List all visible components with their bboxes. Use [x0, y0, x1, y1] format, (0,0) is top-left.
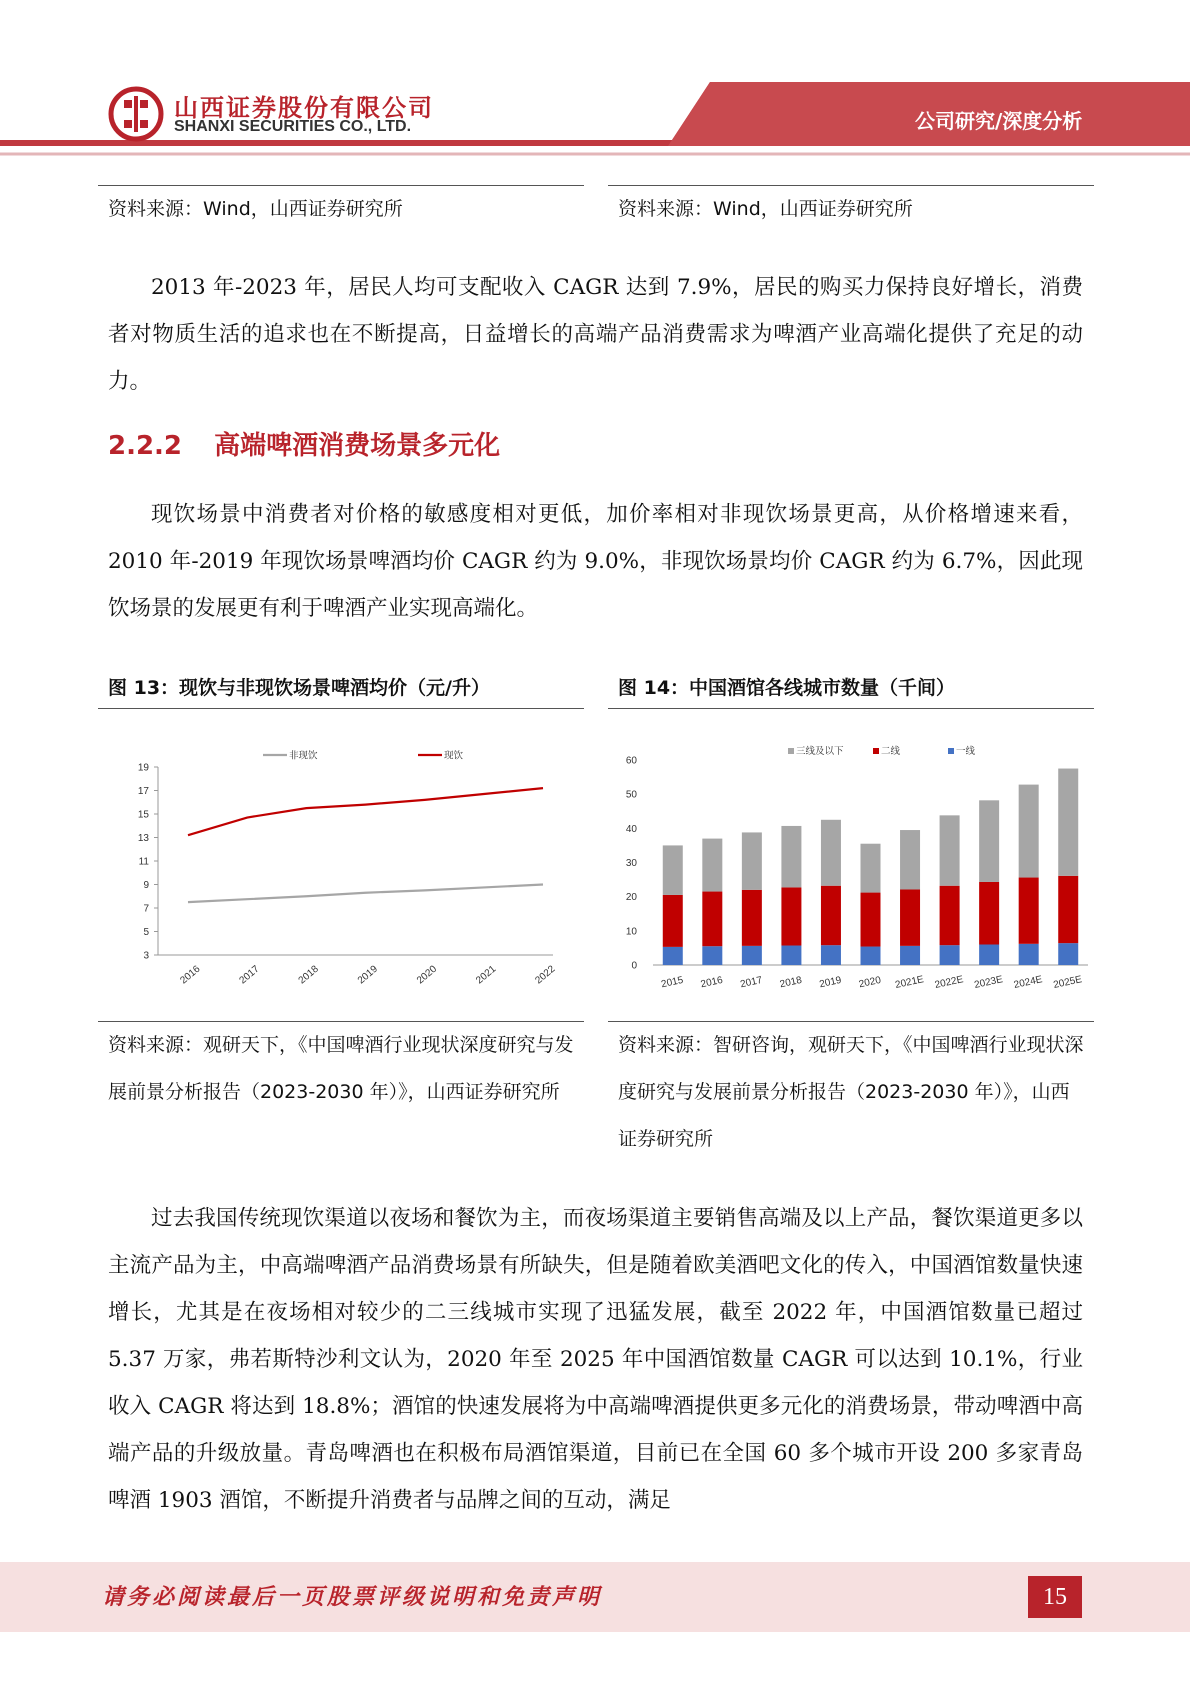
bar-segment-二线	[900, 889, 920, 945]
y-tick-label: 9	[143, 880, 149, 891]
header-banner	[0, 0, 1190, 165]
figure-13-source: 资料来源：观研天下，《中国啤酒行业现状深度研究与发展前景分析报告（2023-2030 年）》，山西证券研究所	[108, 1034, 574, 1103]
bar-segment-二线	[781, 887, 801, 945]
divider	[608, 708, 1094, 709]
bar-segment-二线	[1019, 878, 1039, 944]
legend-swatch	[873, 748, 879, 754]
x-tick-label: 2019	[818, 974, 843, 991]
bar-segment-一线	[821, 945, 841, 965]
bar-segment-二线	[663, 895, 683, 947]
bar-segment-三线及以下	[821, 820, 841, 886]
x-tick-label: 2018	[296, 963, 321, 987]
x-tick-label: 2022	[533, 963, 558, 987]
body-paragraph-2: 现饮场景中消费者对价格的敏感度相对更低，加价率相对非现饮场景更高，从价格增速来看，2010 年-2019 年现饮场景啤酒均价 CAGR 约为 9.0%，非现饮场景均价 CAGR 约为 6.7%，因此现饮场景的发展更有利于啤酒产业实现高端化。	[108, 502, 1083, 621]
x-tick-label: 2021	[474, 963, 499, 987]
bar-segment-三线及以下	[663, 845, 683, 895]
page-header	[0, 0, 1190, 165]
x-tick-label: 2017	[237, 963, 262, 987]
y-tick-label: 60	[625, 755, 637, 767]
bar-segment-三线及以下	[861, 844, 881, 893]
bar-segment-三线及以下	[702, 839, 722, 892]
x-tick-label: 2016	[178, 963, 203, 987]
y-tick-label: 13	[137, 833, 149, 844]
legend-swatch	[788, 748, 794, 754]
bar-segment-二线	[861, 893, 881, 947]
x-tick-label: 2022E	[933, 974, 965, 991]
bar-segment-二线	[1058, 876, 1078, 943]
y-tick-label: 15	[137, 809, 149, 821]
legend-label: 三线及以下	[796, 746, 844, 757]
bar-segment-一线	[940, 945, 960, 965]
figure-13-title: 图 13：现饮与非现饮场景啤酒均价（元/升）	[108, 677, 490, 699]
x-tick-label: 2020	[857, 974, 883, 991]
legend-label: 一线	[956, 746, 976, 757]
legend-swatch	[948, 748, 954, 754]
figure-14-title: 图 14：中国酒馆各线城市数量（千间）	[618, 677, 956, 699]
x-tick-label: 2016	[699, 974, 724, 991]
x-tick-label: 2017	[739, 974, 764, 991]
y-tick-label: 17	[137, 786, 149, 797]
body-paragraph-1: 2013 年-2023 年，居民人均可支配收入 CAGR 达到 7.9%，居民的购买力保持良好增长，消费者对物质生活的追求也在不断提高，日益增长的高端产品消费需求为啤酒产业高端化提供了充足的动力。	[108, 275, 1083, 394]
bar-segment-一线	[1019, 944, 1039, 965]
bar-segment-三线及以下	[940, 815, 960, 885]
bar-segment-一线	[900, 946, 920, 965]
y-tick-label: 0	[631, 960, 637, 972]
bar-segment-二线	[979, 882, 999, 945]
bar-segment-二线	[702, 892, 722, 947]
bar-segment-三线及以下	[742, 832, 762, 889]
report-type: 公司研究/深度分析	[915, 109, 1083, 133]
bar-segment-一线	[781, 946, 801, 965]
divider	[98, 708, 584, 709]
figure-14-source: 资料来源：智研咨询，观研天下，《中国啤酒行业现状深度研究与发展前景分析报告（2023-2030 年）》，山西证券研究所	[618, 1034, 1084, 1150]
bar-segment-二线	[821, 886, 841, 945]
bar-segment-一线	[979, 945, 999, 966]
y-tick-label: 50	[625, 789, 637, 801]
body-paragraph-3: 过去我国传统现饮渠道以夜场和餐饮为主，而夜场渠道主要销售高端及以上产品，餐饮渠道更多以主流产品为主，中高端啤酒产品消费场景有所缺失，但是随着欧美酒吧文化的传入，中国酒馆数量快速增长，尤其是在夜场相对较少的二三线城市实现了迅猛发展，截至 2022 年，中国酒馆数量已超过 5.37 万家，弗若斯特沙利文认为，2020 年至 2025 年中国酒馆数量 CAGR 可以达到 10.1%，行业收入 CAGR 将达到 18.8%；酒馆的快速发展将为中高端啤酒提供更多元化的消费场景，带动啤酒中高端产品的升级放量。青岛啤酒也在积极布局酒馆渠道，目前已在全国 60 多个城市开设 200 多家青岛啤酒 1903 酒馆，不断提升消费者与品牌之间的互动，满足	[108, 1206, 1083, 1513]
company-name-cn: 山西证券股份有限公司	[174, 94, 434, 122]
legend-label: 现饮	[444, 750, 464, 762]
y-tick-label: 19	[137, 762, 149, 774]
bar-segment-一线	[861, 947, 881, 965]
bar-segment-三线及以下	[900, 830, 920, 889]
bar-segment-三线及以下	[1058, 769, 1078, 876]
section-number: 2.2.2	[108, 431, 183, 461]
y-tick-label: 30	[625, 858, 637, 869]
series-line-现饮	[188, 788, 543, 835]
y-tick-label: 7	[143, 903, 149, 915]
y-tick-label: 20	[625, 892, 637, 904]
y-tick-label: 10	[625, 926, 637, 938]
y-tick-label: 3	[143, 950, 149, 962]
section-heading	[108, 425, 500, 462]
x-tick-label: 2015	[660, 974, 685, 991]
company-name-en: SHANXI SECURITIES CO., LTD.	[174, 118, 412, 135]
series-line-非现饮	[188, 885, 543, 903]
x-tick-label: 2025E	[1052, 974, 1083, 991]
bar-segment-一线	[702, 946, 722, 965]
x-tick-label: 2023E	[973, 974, 1004, 991]
bar-segment-三线及以下	[1019, 785, 1039, 878]
x-tick-label: 2021E	[894, 974, 925, 991]
bar-segment-三线及以下	[781, 826, 801, 888]
x-tick-label: 2020	[415, 963, 440, 987]
x-tick-label: 2024E	[1012, 974, 1044, 991]
bar-segment-一线	[742, 946, 762, 965]
legend-label: 二线	[881, 746, 901, 757]
y-tick-label: 11	[138, 856, 149, 868]
legend-label: 非现饮	[289, 750, 318, 762]
footer-disclaimer: 请务必阅读最后一页股票评级说明和免责声明	[102, 1584, 603, 1610]
bar-segment-二线	[742, 890, 762, 946]
company-logo-icon	[108, 86, 164, 142]
y-tick-label: 40	[625, 823, 637, 835]
page-number: 15	[1028, 1576, 1082, 1618]
bar-segment-一线	[663, 947, 683, 965]
section-title: 高端啤酒消费场景多元化	[214, 431, 501, 461]
bar-segment-一线	[1058, 943, 1078, 965]
x-tick-label: 2019	[355, 963, 380, 987]
y-tick-label: 5	[143, 927, 149, 938]
bar-segment-三线及以下	[979, 800, 999, 882]
top-source-left: 资料来源：Wind，山西证券研究所	[108, 198, 403, 220]
x-tick-label: 2018	[778, 974, 803, 991]
figure-14-stacked-bar-chart	[608, 730, 1094, 1002]
top-source-right: 资料来源：Wind，山西证券研究所	[618, 198, 913, 220]
bar-segment-二线	[940, 886, 960, 945]
figure-13-line-chart	[98, 730, 584, 1002]
